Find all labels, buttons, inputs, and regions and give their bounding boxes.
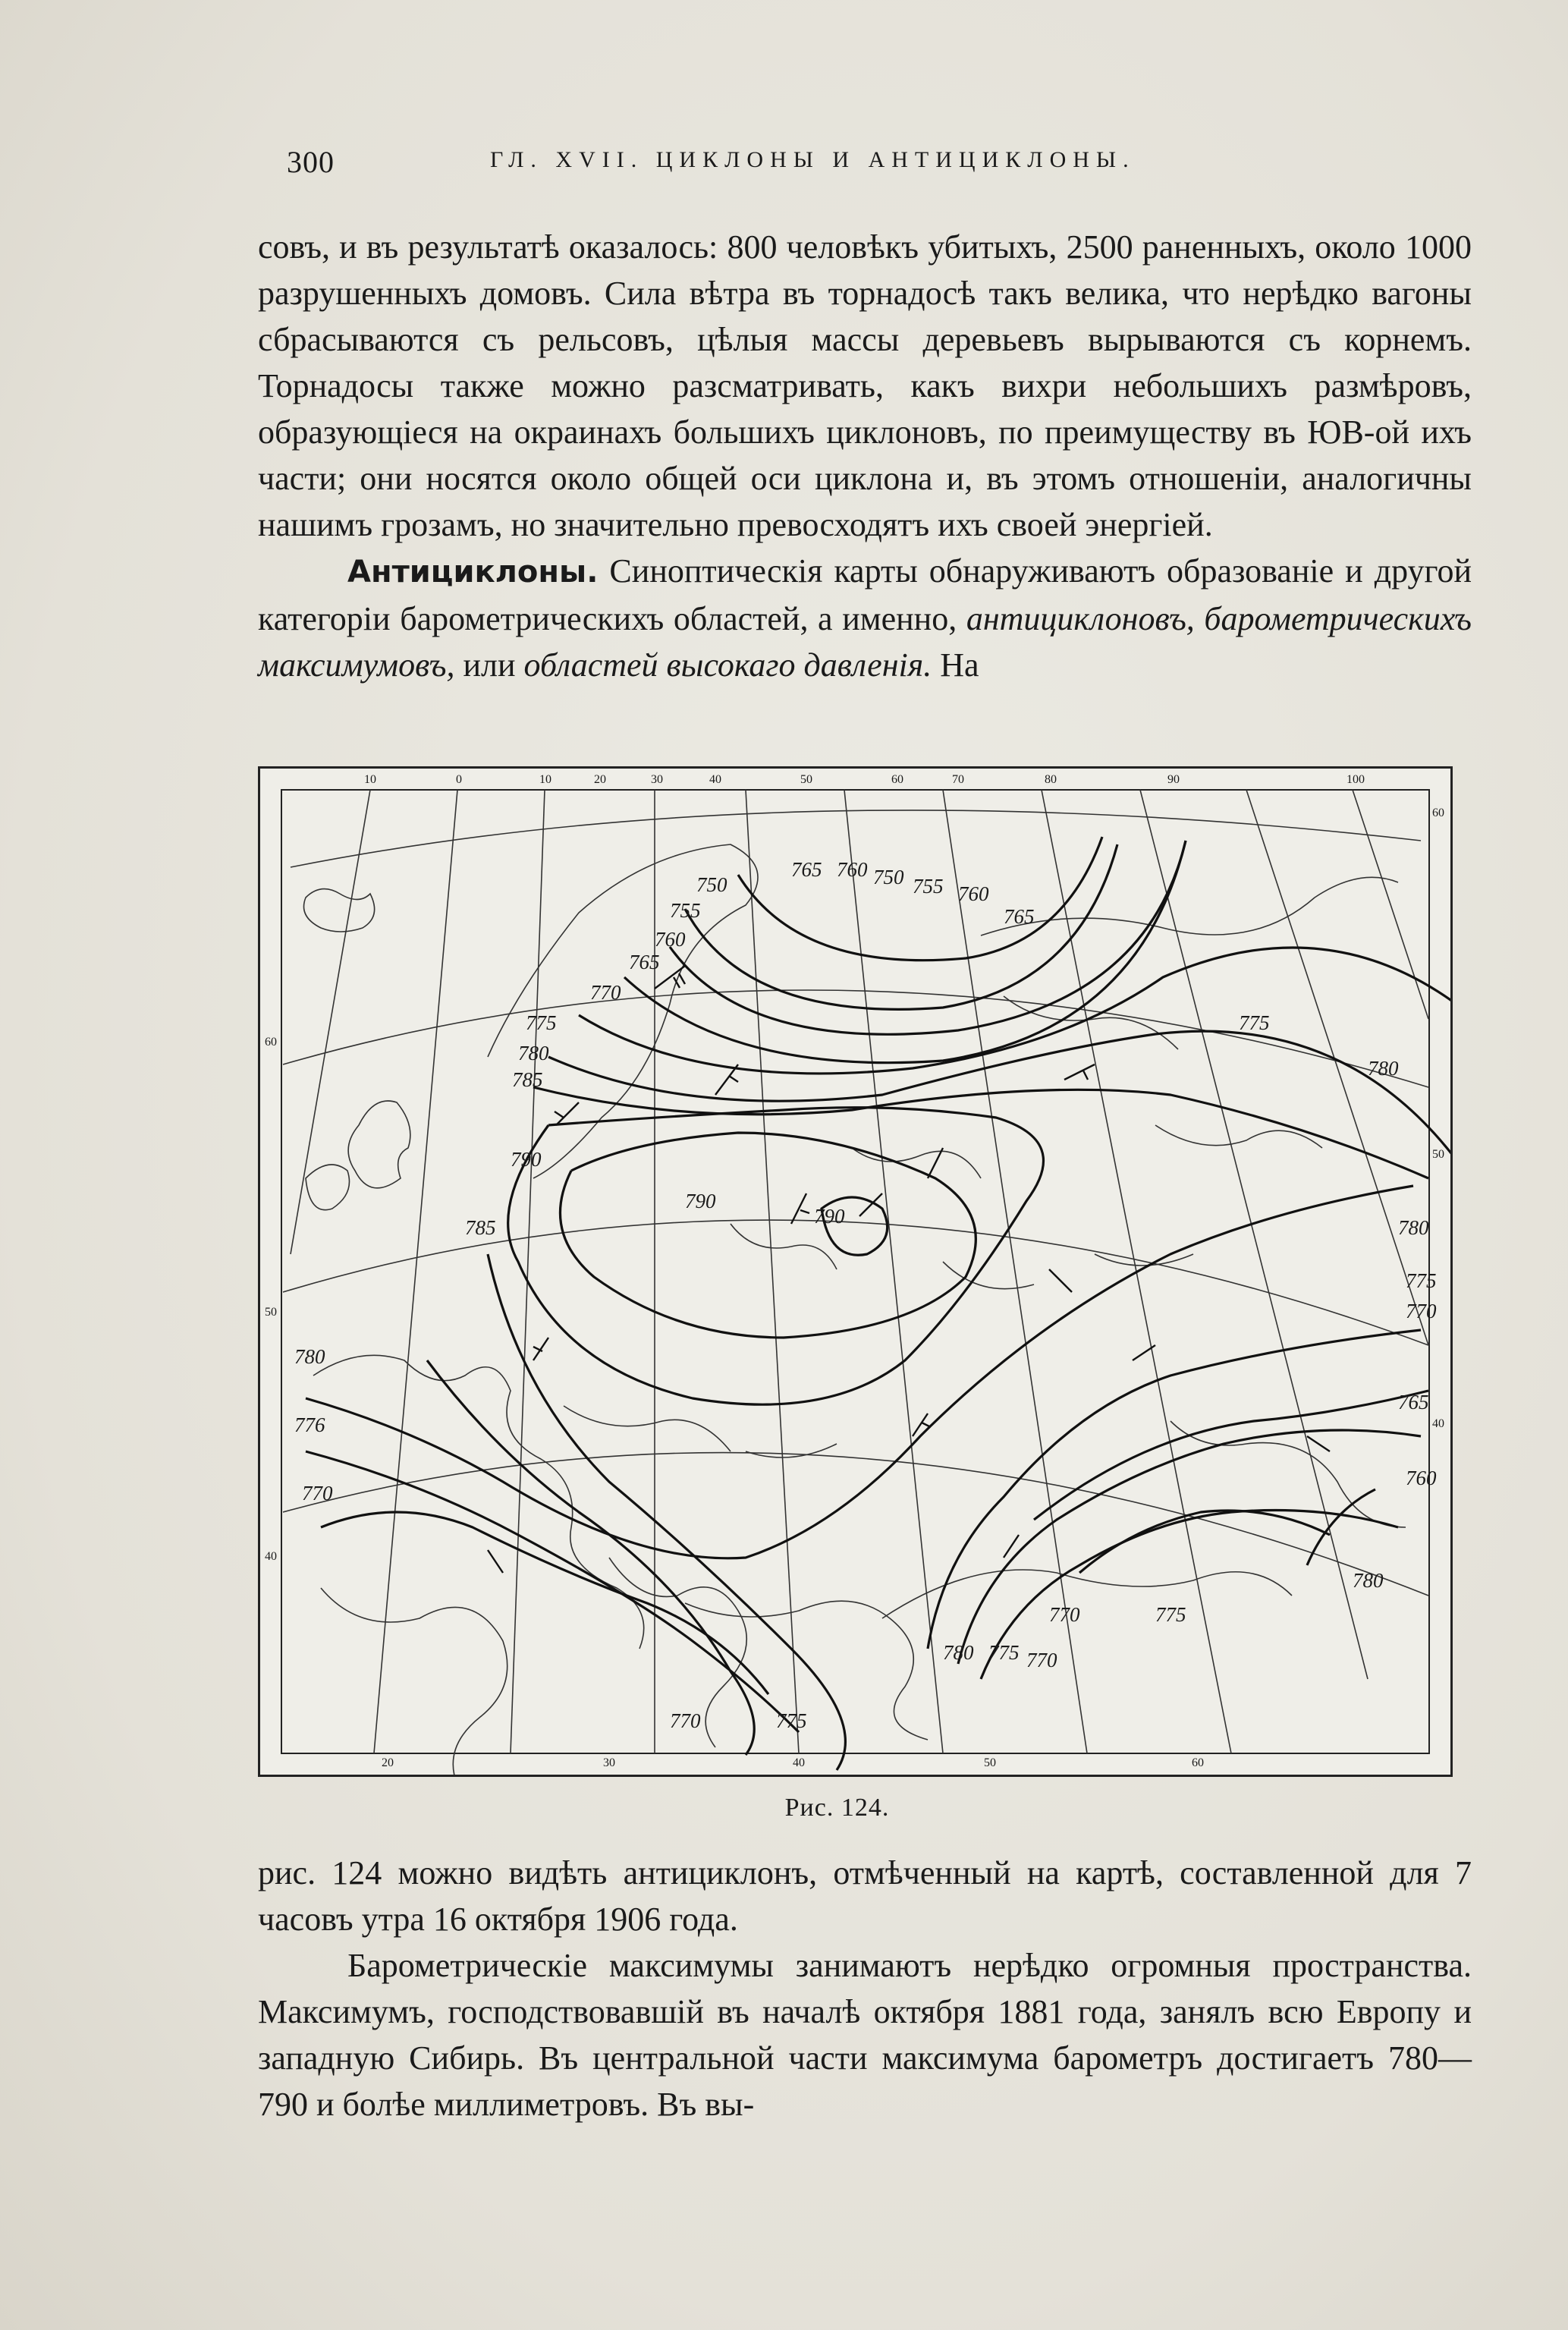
isobar-label: 770: [1026, 1649, 1057, 1671]
isobar-label: 755: [670, 899, 701, 922]
graticule-meridians: [291, 790, 1428, 1753]
page-header: [287, 144, 1470, 182]
isobar-label: 765: [1398, 1391, 1429, 1413]
running-title: ГЛ. XVII. ЦИКЛОНЫ И АНТИЦИКЛОНЫ.: [490, 147, 1136, 172]
isobar-label: 785: [465, 1216, 496, 1239]
lat-tick-label: 50: [265, 1306, 277, 1319]
isobar-label: 780: [1398, 1216, 1429, 1239]
lat-tick-label: 40: [1432, 1417, 1444, 1430]
body-text-bottom: [258, 1850, 1472, 2127]
graticule-parallels: [283, 810, 1428, 1596]
isobar-label: 790: [511, 1148, 542, 1171]
isobar-lines: [306, 837, 1450, 1770]
lon-tick-label: 70: [952, 773, 964, 786]
paragraph-barometric-maxima: Барометрическіе максимумы занимаютъ нерѣдко огромныя пространства. Максимумъ, господствовавшій въ началѣ октября 1881 года, занялъ всю Европу и западную Сибирь. Въ центральной части максимума барометръ достигаетъ 780—790 и болѣе миллиметровъ. Въ вы-: [258, 1947, 1472, 2123]
isobar-label: 750: [873, 866, 904, 888]
paragraph-anticyclones-text-b: или: [454, 646, 524, 684]
lon-tick-label: 60: [891, 773, 903, 786]
isobar-label: 760: [1406, 1467, 1437, 1489]
section-heading-anticyclones: Антициклоны.: [347, 555, 599, 590]
isobar-label: 790: [814, 1205, 845, 1228]
lon-tick-label: 20: [594, 773, 606, 786]
body-text-top: [258, 224, 1472, 688]
paragraph-anticyclones-italic-1: антициклоновъ, барометрическихъ максимумовъ,: [258, 600, 1472, 684]
isobar-label: 770: [670, 1709, 701, 1732]
isobar-label: 775: [776, 1709, 807, 1732]
isobar-label: 790: [685, 1190, 716, 1212]
paragraph-tornadoes: совъ, и въ результатѣ оказалось: 800 человѣкъ убитыхъ, 2500 раненныхъ, около 1000 разрушенныхъ домовъ. Сила вѣтра въ торнадосѣ такъ велика, что нерѣдко вагоны сбрасываются съ рельсовъ, цѣлыя массы деревьевъ вырываются съ корнемъ. Торнадосы также можно разсматривать, какъ вихри небольшихъ размѣровъ, образующіеся на окраинахъ большихъ циклоновъ, по преимуществу въ ЮВ-ой ихъ части; они носятся около общей оси циклона и, въ этомъ отношеніи, аналогичны нашимъ грозамъ, но значительно превосходятъ ихъ своей энергіей.: [258, 228, 1472, 543]
lon-tick-label: 30: [651, 773, 663, 786]
lon-tick-label: 40: [793, 1756, 805, 1769]
lon-tick-label: 40: [709, 773, 721, 786]
isobar-label: 770: [1406, 1300, 1437, 1322]
isobar-label: 780: [294, 1345, 325, 1368]
paragraph-anticyclones-italic-2: областей высокаго давленія.: [523, 646, 932, 684]
isobar-label: 760: [655, 928, 686, 951]
isobar-label: 770: [1049, 1603, 1080, 1626]
isobar-label: 765: [629, 951, 660, 973]
map-inner-frame: [281, 790, 1429, 1753]
isobar-label: 780: [518, 1042, 549, 1064]
coastlines: [304, 844, 1406, 1775]
lat-tick-label: 50: [1432, 1148, 1444, 1161]
lat-tick-label: 60: [265, 1036, 277, 1049]
figure-caption-text: Рис. 124.: [784, 1794, 890, 1822]
page-number: 300: [287, 145, 335, 179]
lon-tick-label: 10: [364, 773, 376, 786]
isobar-label: 775: [526, 1011, 557, 1034]
lon-tick-label: 10: [539, 773, 551, 786]
lon-tick-label: 0: [456, 773, 462, 786]
isobar-label: 750: [696, 873, 727, 896]
paragraph-anticyclones: [258, 548, 1472, 688]
isobar-map-figure: [258, 766, 1453, 1777]
paragraph-anticyclones-text-a: Синоптическія карты обнаруживаютъ образованіе и другой категоріи барометрическихъ областей, а именно,: [258, 552, 1472, 637]
isobar-label: 760: [958, 882, 989, 905]
paragraph-anticyclones-text-c: На: [932, 646, 979, 684]
isobar-label: 775: [1406, 1269, 1437, 1292]
figure-caption: [0, 1794, 1568, 1822]
lon-tick-label: 20: [382, 1756, 394, 1769]
lon-tick-label: 50: [984, 1756, 996, 1769]
lon-tick-label: 60: [1192, 1756, 1204, 1769]
paragraph-figure-reference: рис. 124 можно видѣть антициклонъ, отмѣченный на картѣ, составленной для 7 часовъ утра 16 октября 1906 года.: [258, 1854, 1472, 1938]
isobar-label: 780: [943, 1641, 974, 1664]
lon-tick-label: 90: [1167, 773, 1180, 786]
isobar-label: 765: [1004, 905, 1035, 928]
isobar-label: 775: [1155, 1603, 1186, 1626]
lon-tick-label: 50: [800, 773, 812, 786]
lon-tick-label: 80: [1045, 773, 1057, 786]
isobar-label: 785: [512, 1068, 543, 1091]
isobar-label: 780: [1353, 1569, 1384, 1592]
isobar-label: 780: [1368, 1057, 1399, 1080]
isobar-label: 775: [988, 1641, 1020, 1664]
isobar-map: [260, 769, 1450, 1775]
isobar-label: 765: [791, 858, 822, 881]
lat-tick-label: 40: [265, 1550, 277, 1563]
isobar-label: 776: [294, 1413, 325, 1436]
isobar-label: 770: [590, 981, 621, 1004]
isobar-label: 775: [1239, 1011, 1270, 1034]
isobar-label: 755: [913, 875, 944, 898]
lon-tick-label: 100: [1346, 773, 1365, 786]
lon-tick-label: 30: [603, 1756, 615, 1769]
lat-tick-label: 60: [1432, 807, 1444, 819]
isobar-label: 760: [837, 858, 868, 881]
wind-arrows: [488, 966, 1330, 1573]
isobar-label: 770: [302, 1482, 333, 1505]
